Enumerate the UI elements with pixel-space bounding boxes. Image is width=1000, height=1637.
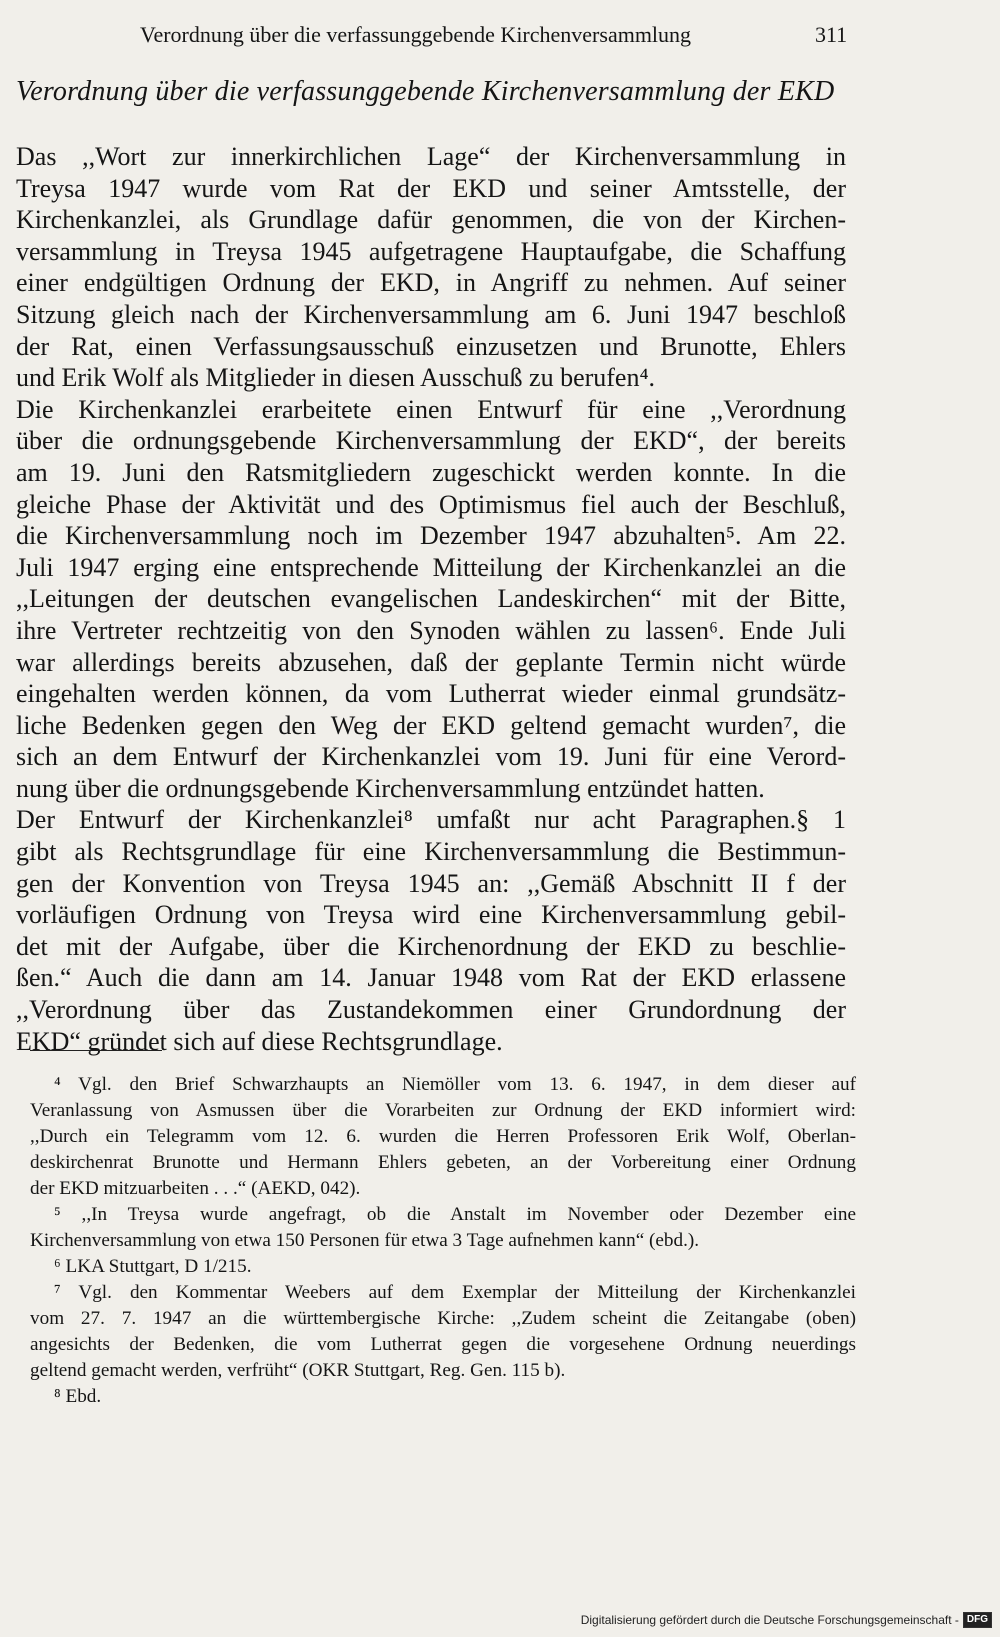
body-line: versammlung in Treysa 1945 aufgetragene Hauptaufgabe, die Schaffung <box>16 236 846 266</box>
body-line: Sitzung gleich nach der Kirchenversammlung am 6. Juni 1947 beschloß <box>16 299 846 329</box>
body-line: Das ,,Wort zur innerkirchlichen Lage“ der Kirchenversammlung in <box>16 142 846 171</box>
footnote-line: ⁸ Ebd. <box>54 1386 102 1407</box>
body-line: vorläufigen Ordnung von Treysa wird eine Kirchenversammlung gebil- <box>16 900 846 930</box>
body-line: eingehalten werden können, da vom Lutherrat wieder einmal grundsätz- <box>16 679 846 709</box>
footer-text: Digitalisierung gefördert durch die Deutsche Forschungsgemeinschaft - <box>580 1613 959 1627</box>
footnote-divider <box>30 1050 162 1051</box>
body-line: über die ordnungsgebende Kirchenversammlung der EKD“, der bereits <box>16 426 846 456</box>
body-line: ,,Verordnung über das Zustandekommen einer Grundordnung der <box>16 995 846 1025</box>
footnote-line: der EKD mitzuarbeiten . . .“ (AEKD, 042). <box>30 1178 361 1199</box>
body-line: det mit der Aufgabe, über die Kirchenordnung der EKD zu beschlie- <box>16 931 846 961</box>
body-line: Der Entwurf der Kirchenkanzlei⁸ umfaßt nur acht Paragraphen.§ 1 <box>16 805 846 835</box>
footnote-line: ⁴ Vgl. den Brief Schwarzhaupts an Niemöller vom 13. 6. 1947, in dem dieser auf <box>54 1074 856 1095</box>
body-line: gen der Konvention von Treysa 1945 an: ,,Gemäß Abschnitt II f der <box>16 868 846 898</box>
body-line: Die Kirchenkanzlei erarbeitete einen Entwurf für eine ,,Verordnung <box>16 394 846 424</box>
body-line: am 19. Juni den Ratsmitgliedern zugeschickt werden konnte. In die <box>16 457 846 487</box>
footnote-line: Kirchenversammlung von etwa 150 Personen für etwa 3 Tage aufnehmen kann“ (ebd.). <box>30 1230 700 1251</box>
body-line: nung über die ordnungsgebende Kirchenversammlung entzündet hatten. <box>16 773 765 803</box>
body-line: liche Bedenken gegen den Weg der EKD geltend gemacht wurden⁷, die <box>16 710 846 740</box>
section-title: Verordnung über die verfassunggebende Kirchenversammlung der EKD <box>16 76 835 107</box>
body-line: einer endgültigen Ordnung der EKD, in Angriff zu nehmen. Auf seiner <box>16 268 846 298</box>
body-text <box>16 141 846 1057</box>
running-title: Verordnung über die verfassunggebende Kirchenversammlung <box>140 22 692 47</box>
running-head <box>0 22 1000 58</box>
body-line: EKD“ gründet sich auf diese Rechtsgrundlage. <box>16 1026 503 1056</box>
digitization-footer <box>581 1609 992 1631</box>
footnote-line: ⁵ ,,In Treysa wurde angefragt, ob die Anstalt im November oder Dezember eine <box>54 1204 856 1225</box>
body-line: war allerdings bereits abzusehen, daß der geplante Termin nicht würde <box>16 647 846 677</box>
body-line: ßen.“ Auch die dann am 14. Januar 1948 vom Rat der EKD erlassene <box>16 963 846 993</box>
body-line: ,,Leitungen der deutschen evangelischen Landeskirchen“ mit der Bitte, <box>16 584 846 614</box>
body-line: sich an dem Entwurf der Kirchenkanzlei vom 19. Juni für eine Verord- <box>16 742 846 772</box>
body-line: Juli 1947 erging eine entsprechende Mitteilung der Kirchenkanzlei an die <box>16 552 846 582</box>
body-line: gleiche Phase der Aktivität und des Optimismus fiel auch der Beschluß, <box>16 489 846 519</box>
footnote-line: ⁷ Vgl. den Kommentar Weebers auf dem Exemplar der Mitteilung der Kirchenkanzlei <box>54 1282 856 1303</box>
body-line: und Erik Wolf als Mitglieder in diesen Ausschuß zu berufen⁴. <box>16 363 656 393</box>
body-line: ihre Vertreter rechtzeitig von den Synoden wählen zu lassen⁶. Ende Juli <box>16 615 846 645</box>
footnote-line: ,,Durch ein Telegramm vom 12. 6. wurden die Herren Professoren Erik Wolf, Oberlan- <box>30 1126 856 1147</box>
footnote-line: Veranlassung von Asmussen über die Vorarbeiten zur Ordnung der EKD informiert wird: <box>30 1100 856 1121</box>
footnote-line: geltend gemacht werden, verfrüht“ (OKR Stuttgart, Reg. Gen. 115 b). <box>30 1360 566 1381</box>
body-line: Kirchenkanzlei, als Grundlage dafür genommen, die von der Kirchen- <box>16 205 846 235</box>
body-line: der Rat, einen Verfassungsausschuß einzusetzen und Brunotte, Ehlers <box>16 331 846 361</box>
body-line: gibt als Rechtsgrundlage für eine Kirchenversammlung die Bestimmun- <box>16 837 846 867</box>
body-line: Treysa 1947 wurde vom Rat der EKD und seiner Amtsstelle, der <box>16 173 846 203</box>
dfg-logo: DFG <box>963 1612 992 1628</box>
page-number: 311 <box>815 22 848 47</box>
footnote-line: vom 27. 7. 1947 an die württembergische Kirche: ,,Zudem scheint die Zeitangabe (oben) <box>30 1308 856 1329</box>
footnotes <box>30 1072 856 1410</box>
footnote-line: angesichts der Bedenken, die vom Lutherrat gegen die vorgesehene Ordnung neuerdings <box>30 1334 856 1355</box>
footnote-line: deskirchenrat Brunotte und Hermann Ehlers gebeten, an der Vorbereitung einer Ordnung <box>30 1152 856 1173</box>
footnote-line: ⁶ LKA Stuttgart, D 1/215. <box>54 1256 252 1277</box>
body-line: die Kirchenversammlung noch im Dezember 1947 abzuhalten⁵. Am 22. <box>16 521 846 551</box>
